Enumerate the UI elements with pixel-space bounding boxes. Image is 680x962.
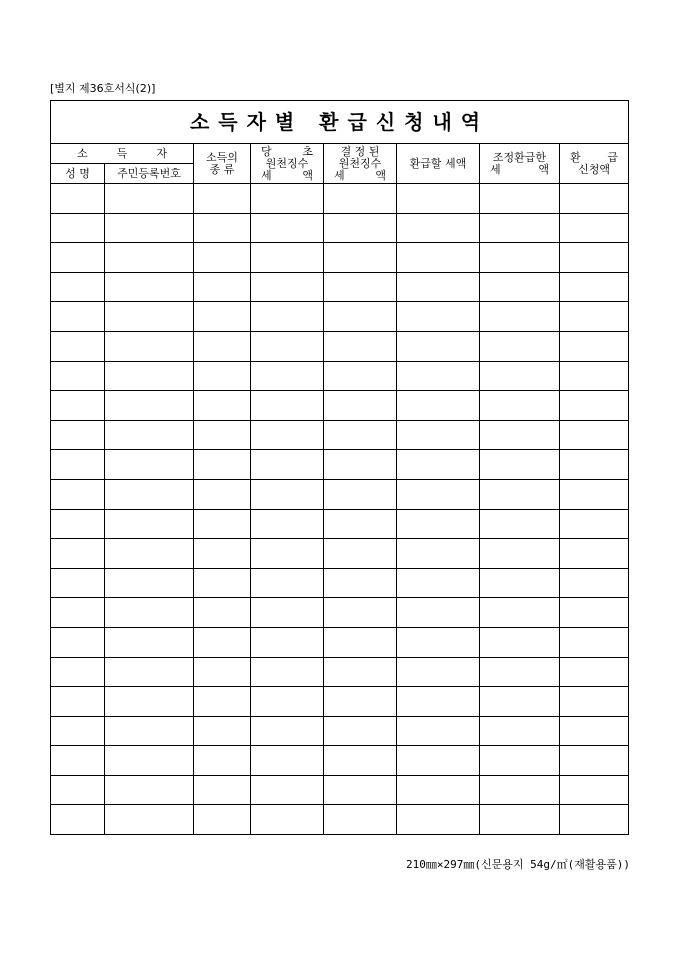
entry-cell[interactable] xyxy=(397,331,480,361)
entry-cell[interactable] xyxy=(194,716,251,746)
header-determined-withholding: 결 정 된 원천징수 세 액 xyxy=(324,144,397,184)
entry-cell[interactable] xyxy=(51,627,105,657)
table-row xyxy=(51,687,629,717)
header-adjusted-refund: 조정환급한 세 액 xyxy=(480,144,560,184)
entry-cell[interactable] xyxy=(397,539,480,569)
entry-cell[interactable] xyxy=(51,509,105,539)
entry-cell[interactable] xyxy=(105,775,194,805)
table-row xyxy=(51,479,629,509)
header-refundable-tax: 환급할 세액 xyxy=(397,144,480,184)
entry-cell[interactable] xyxy=(105,331,194,361)
entry-cell[interactable] xyxy=(560,391,629,421)
entry-cell[interactable] xyxy=(194,331,251,361)
entry-cell[interactable] xyxy=(560,687,629,717)
entry-cell[interactable] xyxy=(194,391,251,421)
entry-cell[interactable] xyxy=(51,213,105,243)
entry-cell[interactable] xyxy=(324,509,397,539)
entry-cell[interactable] xyxy=(51,805,105,835)
entry-cell[interactable] xyxy=(560,184,629,214)
entry-cell[interactable] xyxy=(105,539,194,569)
entry-cell[interactable] xyxy=(51,716,105,746)
entry-cell[interactable] xyxy=(194,775,251,805)
entry-cell[interactable] xyxy=(397,184,480,214)
form-title: 소득자별 환급신청내역 xyxy=(51,101,629,144)
entry-cell[interactable] xyxy=(51,657,105,687)
entry-cell[interactable] xyxy=(397,746,480,776)
table-row xyxy=(51,716,629,746)
entry-cell[interactable] xyxy=(251,272,324,302)
refund-request-table xyxy=(50,100,629,835)
entry-cell[interactable] xyxy=(251,598,324,628)
entry-cell[interactable] xyxy=(397,272,480,302)
entry-cell[interactable] xyxy=(480,302,560,332)
entry-cell[interactable] xyxy=(105,716,194,746)
entry-cell[interactable] xyxy=(480,568,560,598)
entry-cell[interactable] xyxy=(324,272,397,302)
entry-cell[interactable] xyxy=(397,568,480,598)
entry-cell[interactable] xyxy=(324,657,397,687)
table-row xyxy=(51,302,629,332)
entry-cell[interactable] xyxy=(51,598,105,628)
entry-cell[interactable] xyxy=(194,213,251,243)
entry-cell[interactable] xyxy=(324,213,397,243)
entry-cell[interactable] xyxy=(194,243,251,273)
entry-cell[interactable] xyxy=(105,450,194,480)
entry-cell[interactable] xyxy=(560,746,629,776)
entry-cell[interactable] xyxy=(194,450,251,480)
entry-cell[interactable] xyxy=(251,627,324,657)
entry-cell[interactable] xyxy=(251,243,324,273)
entry-cell[interactable] xyxy=(251,213,324,243)
entry-cell[interactable] xyxy=(324,539,397,569)
entry-cell[interactable] xyxy=(194,272,251,302)
entry-cell[interactable] xyxy=(194,746,251,776)
entry-cell[interactable] xyxy=(480,539,560,569)
entry-cell[interactable] xyxy=(324,568,397,598)
entry-cell[interactable] xyxy=(397,509,480,539)
entry-cell[interactable] xyxy=(251,420,324,450)
entry-cell[interactable] xyxy=(397,805,480,835)
entry-cell[interactable] xyxy=(480,391,560,421)
entry-cell[interactable] xyxy=(560,331,629,361)
entry-cell[interactable] xyxy=(105,657,194,687)
entry-cell[interactable] xyxy=(324,243,397,273)
entry-cell[interactable] xyxy=(397,450,480,480)
entry-cell[interactable] xyxy=(51,746,105,776)
entry-cell[interactable] xyxy=(480,627,560,657)
entry-cell[interactable] xyxy=(51,568,105,598)
entry-cell[interactable] xyxy=(480,184,560,214)
entry-cell[interactable] xyxy=(105,805,194,835)
entry-cell[interactable] xyxy=(397,479,480,509)
entry-cell[interactable] xyxy=(105,184,194,214)
table-row xyxy=(51,509,629,539)
header-resident-number: 주민등록번호 xyxy=(105,164,194,184)
entry-cell[interactable] xyxy=(194,539,251,569)
entry-cell[interactable] xyxy=(51,272,105,302)
entry-cell[interactable] xyxy=(194,509,251,539)
table-row xyxy=(51,539,629,569)
entry-cell[interactable] xyxy=(51,391,105,421)
entry-cell[interactable] xyxy=(251,716,324,746)
entry-cell[interactable] xyxy=(397,243,480,273)
form-number-label: [별지 제36호서식(2)] xyxy=(50,82,156,95)
entry-cell[interactable] xyxy=(397,361,480,391)
entry-cell[interactable] xyxy=(480,805,560,835)
entry-cell[interactable] xyxy=(194,302,251,332)
entry-cell[interactable] xyxy=(480,361,560,391)
entry-cell[interactable] xyxy=(51,450,105,480)
entry-cell[interactable] xyxy=(397,598,480,628)
entry-cell[interactable] xyxy=(397,687,480,717)
entry-cell[interactable] xyxy=(51,420,105,450)
entry-cell[interactable] xyxy=(194,568,251,598)
table-row xyxy=(51,420,629,450)
entry-cell[interactable] xyxy=(560,539,629,569)
entry-cell[interactable] xyxy=(324,716,397,746)
entry-cell[interactable] xyxy=(560,716,629,746)
entry-cell[interactable] xyxy=(324,450,397,480)
entry-cell[interactable] xyxy=(194,479,251,509)
entry-cell[interactable] xyxy=(324,184,397,214)
entry-cell[interactable] xyxy=(480,420,560,450)
entry-cell[interactable] xyxy=(194,184,251,214)
table-row xyxy=(51,657,629,687)
entry-cell[interactable] xyxy=(105,361,194,391)
entry-cell[interactable] xyxy=(251,391,324,421)
table-row xyxy=(51,627,629,657)
table-row xyxy=(51,361,629,391)
entry-cell[interactable] xyxy=(324,775,397,805)
entry-cell[interactable] xyxy=(324,479,397,509)
entry-cell[interactable] xyxy=(397,627,480,657)
table-row xyxy=(51,598,629,628)
entry-cell[interactable] xyxy=(251,450,324,480)
entry-cell[interactable] xyxy=(397,420,480,450)
entry-cell[interactable] xyxy=(251,805,324,835)
table-row xyxy=(51,243,629,273)
entry-cell[interactable] xyxy=(560,420,629,450)
entry-cell[interactable] xyxy=(105,568,194,598)
entry-cell[interactable] xyxy=(560,243,629,273)
table-row xyxy=(51,775,629,805)
table-row xyxy=(51,450,629,480)
entry-cell[interactable] xyxy=(251,509,324,539)
entry-cell[interactable] xyxy=(560,450,629,480)
entry-cell[interactable] xyxy=(560,775,629,805)
entry-cell[interactable] xyxy=(324,627,397,657)
entry-cell[interactable] xyxy=(251,539,324,569)
header-refund-applied: 환 급 신청액 xyxy=(560,144,629,184)
entry-cell[interactable] xyxy=(105,627,194,657)
entry-cell[interactable] xyxy=(397,775,480,805)
entry-cell[interactable] xyxy=(105,302,194,332)
entry-cell[interactable] xyxy=(560,361,629,391)
entry-cell[interactable] xyxy=(251,687,324,717)
entry-cell[interactable] xyxy=(51,243,105,273)
entry-cell[interactable] xyxy=(480,598,560,628)
entry-cell[interactable] xyxy=(51,331,105,361)
entry-cell[interactable] xyxy=(560,627,629,657)
header-earner-group: 소 득 자 xyxy=(51,144,194,164)
entry-cell[interactable] xyxy=(51,687,105,717)
header-initial-withholding: 당 초 원천징수 세 액 xyxy=(251,144,324,184)
entry-cell[interactable] xyxy=(397,716,480,746)
entry-cell[interactable] xyxy=(105,272,194,302)
entry-cell[interactable] xyxy=(251,184,324,214)
entry-cell[interactable] xyxy=(324,361,397,391)
entry-cell[interactable] xyxy=(105,420,194,450)
entry-cell[interactable] xyxy=(480,657,560,687)
entry-cell[interactable] xyxy=(194,627,251,657)
entry-cell[interactable] xyxy=(480,331,560,361)
entry-cell[interactable] xyxy=(324,687,397,717)
entry-cell[interactable] xyxy=(251,302,324,332)
entry-cell[interactable] xyxy=(480,272,560,302)
entry-cell[interactable] xyxy=(560,272,629,302)
entry-cell[interactable] xyxy=(324,805,397,835)
entry-cell[interactable] xyxy=(194,361,251,391)
entry-cell[interactable] xyxy=(251,331,324,361)
entry-cell[interactable] xyxy=(251,479,324,509)
table-row xyxy=(51,213,629,243)
entry-cell[interactable] xyxy=(480,775,560,805)
entry-cell[interactable] xyxy=(51,775,105,805)
entry-cell[interactable] xyxy=(324,391,397,421)
entry-cell[interactable] xyxy=(251,657,324,687)
entry-cell[interactable] xyxy=(324,302,397,332)
entry-cell[interactable] xyxy=(480,687,560,717)
entry-cell[interactable] xyxy=(324,746,397,776)
entry-cell[interactable] xyxy=(194,598,251,628)
entry-cell[interactable] xyxy=(51,302,105,332)
data-rows xyxy=(51,184,629,835)
entry-cell[interactable] xyxy=(251,746,324,776)
entry-cell[interactable] xyxy=(560,805,629,835)
table-row xyxy=(51,272,629,302)
table-row xyxy=(51,331,629,361)
entry-cell[interactable] xyxy=(51,539,105,569)
entry-cell[interactable] xyxy=(194,657,251,687)
entry-cell[interactable] xyxy=(397,391,480,421)
table-row xyxy=(51,184,629,214)
entry-cell[interactable] xyxy=(480,746,560,776)
entry-cell[interactable] xyxy=(105,391,194,421)
entry-cell[interactable] xyxy=(397,657,480,687)
entry-cell[interactable] xyxy=(194,805,251,835)
entry-cell[interactable] xyxy=(397,213,480,243)
entry-cell[interactable] xyxy=(480,479,560,509)
paper-spec-note: 210㎜×297㎜(신문용지 54g/㎡(재활용품)) xyxy=(406,858,630,871)
entry-cell[interactable] xyxy=(51,361,105,391)
entry-cell[interactable] xyxy=(51,184,105,214)
entry-cell[interactable] xyxy=(251,775,324,805)
entry-cell[interactable] xyxy=(194,687,251,717)
entry-cell[interactable] xyxy=(560,598,629,628)
entry-cell[interactable] xyxy=(480,450,560,480)
table-row xyxy=(51,746,629,776)
entry-cell[interactable] xyxy=(560,479,629,509)
entry-cell[interactable] xyxy=(480,213,560,243)
entry-cell[interactable] xyxy=(480,716,560,746)
entry-cell[interactable] xyxy=(194,420,251,450)
entry-cell[interactable] xyxy=(105,479,194,509)
entry-cell[interactable] xyxy=(324,598,397,628)
header-income-type: 소득의 종 류 xyxy=(194,144,251,184)
entry-cell[interactable] xyxy=(105,746,194,776)
entry-cell[interactable] xyxy=(560,568,629,598)
entry-cell[interactable] xyxy=(105,213,194,243)
entry-cell[interactable] xyxy=(397,302,480,332)
entry-cell[interactable] xyxy=(251,361,324,391)
entry-cell[interactable] xyxy=(480,509,560,539)
table-row xyxy=(51,391,629,421)
entry-cell[interactable] xyxy=(105,687,194,717)
table-row xyxy=(51,568,629,598)
entry-cell[interactable] xyxy=(105,243,194,273)
entry-cell[interactable] xyxy=(324,420,397,450)
entry-cell[interactable] xyxy=(560,213,629,243)
entry-cell[interactable] xyxy=(560,509,629,539)
entry-cell[interactable] xyxy=(51,479,105,509)
table-row xyxy=(51,805,629,835)
entry-cell[interactable] xyxy=(251,568,324,598)
entry-cell[interactable] xyxy=(105,509,194,539)
entry-cell[interactable] xyxy=(324,331,397,361)
entry-cell[interactable] xyxy=(560,302,629,332)
entry-cell[interactable] xyxy=(105,598,194,628)
header-name: 성 명 xyxy=(51,164,105,184)
entry-cell[interactable] xyxy=(560,657,629,687)
entry-cell[interactable] xyxy=(480,243,560,273)
